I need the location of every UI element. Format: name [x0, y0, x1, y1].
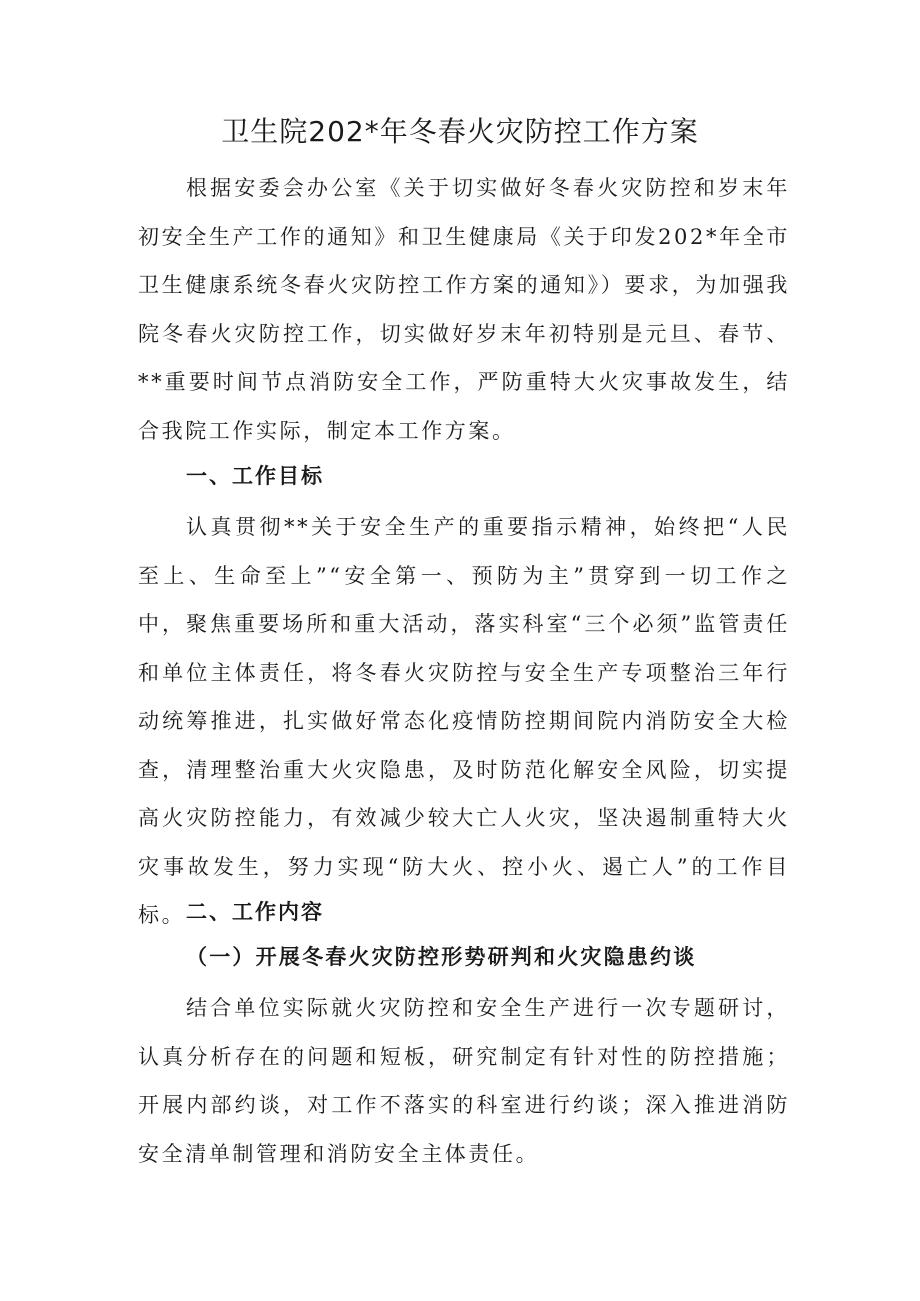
- goals-paragraph: 认真贯彻**关于安全生产的重要指示精神，始终把“人民至上、生命至上”“安全第一、预防为主”贯穿到一切工作之中，聚焦重要场所和重大活动，落实科室“三个必须”监管责任和单位主体责任，将冬春火灾防控与安全生产专项整治三年行动统筹推进，扎实做好常态化疫情防控期间院内消防安全大检查，清理整治重大火灾隐患，及时防范化解安全风险，切实提高火灾防控能力，有效减少较大亡人火灾，坚决遏制重特大火灾事故发生，努力实现“防大火、控小火、遏亡人”的工作目标。: [138, 515, 790, 927]
- section-heading-goals: 一、工作目标: [186, 464, 324, 488]
- subsection-1-paragraph: 结合单位实际就火灾防控和安全生产进行一次专题研讨，认真分析存在的问题和短板，研究制定有针对性的防控措施；开展内部约谈，对工作不落实的科室进行约谈；深入推进消防安全清单制管理和消防安全主体责任。: [138, 996, 790, 1166]
- subsection-heading-1: （一）开展冬春火灾防控形势研判和火灾隐患约谈: [186, 944, 697, 969]
- document-title: 卫生院202*年冬春火灾防控工作方案: [221, 115, 699, 148]
- intro-paragraph: 根据安委会办公室《关于切实做好冬春火灾防控和岁末年初安全生产工作的通知》和卫生健康局《关于印发202*年全市卫生健康系统冬春火灾防控工作方案的通知》）要求，为加强我院冬春火灾防控工作，切实做好岁末年初特别是元旦、春节、**重要时间节点消防安全工作，严防重特大火灾事故发生，结合我院工作实际，制定本工作方案。: [138, 176, 790, 443]
- section-heading-content: 二、工作内容: [186, 900, 324, 924]
